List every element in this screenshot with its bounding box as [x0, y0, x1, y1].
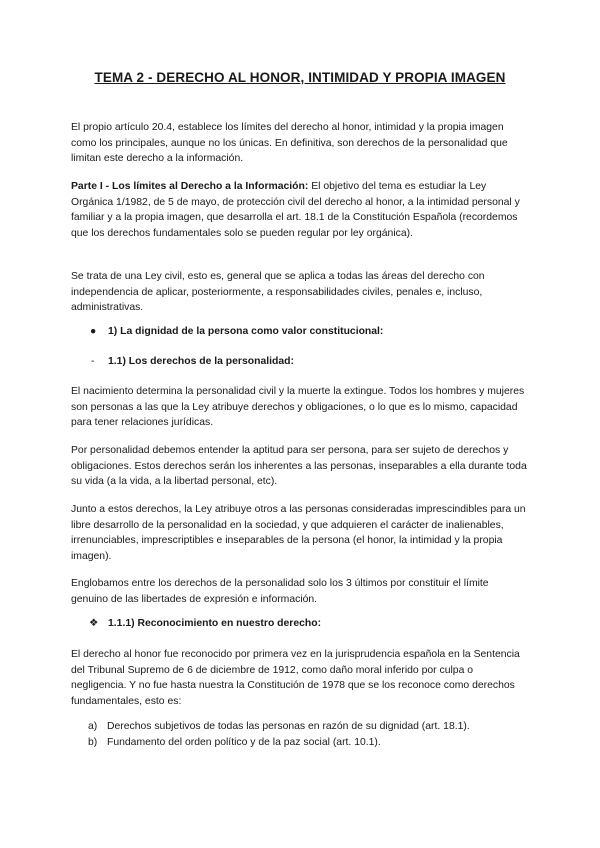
- bullet-dot: ●: [90, 326, 97, 337]
- list-item-text: Fundamento del orden político y de la paz social (art. 10.1).: [107, 737, 381, 748]
- paragraph-englobamos: Englobamos entre los derechos de la personalidad solo los 3 últimos por constituir el límite genuino de las libertades de expresión e información.: [71, 578, 489, 605]
- list-item-label: b): [88, 737, 98, 748]
- list-item-label: a): [88, 721, 98, 732]
- paragraph-parte-i: [71, 179, 527, 242]
- paragraph-junto-derechos: Junto a estos derechos, la Ley atribuye otros a las personas consideradas imprescindibles para un libre desarrollo de la personalidad en la sociedad, y que adquieren el carácter de inalienables, irrenunciables, imprescriptibles e inseparables de la persona (el honor, la intimidad y la propia imagen).: [71, 504, 526, 563]
- list-item-text: Derechos subjetivos de todas las personas en razón de su dignidad (art. 18.1).: [107, 721, 470, 732]
- paragraph-ley-civil: Se trata de una Ley civil, esto es, general que se aplica a todas las áreas del derecho con independencia de aplicar, posteriormente, a responsabilidades civiles, penales e, incluso, administrativas.: [71, 271, 485, 314]
- bullet-diamond-icon: ❖: [89, 618, 99, 629]
- section-heading-1-1: 1.1) Los derechos de la personalidad:: [108, 356, 294, 367]
- paragraph-personalidad: Por personalidad debemos entender la aptitud para ser persona, para ser sujeto de derechos y obligaciones. Estos derechos serán los inherentes a las personas, inseparables a ella durante toda su vida (a la vida, a la libertad personal, etc).: [71, 445, 527, 488]
- parte-i-heading: Parte I - Los límites al Derecho a la Información:: [71, 181, 309, 192]
- paragraph-nacimiento: El nacimiento determina la personalidad civil y la muerte la extingue. Todos los hombres y mujeres son personas a las que la Ley atribuye derechos y obligaciones, o lo que es lo mismo, capacidad para tener relaciones jurídicas.: [71, 386, 525, 429]
- section-heading-1-1-1: 1.1.1) Reconocimiento en nuestro derecho:: [108, 618, 322, 629]
- list-item: [88, 735, 381, 751]
- parte-i-text: El objetivo del tema es estudiar la Ley Orgánica 1/1982, de 5 de mayo, de protección civil del derecho al honor, a la intimidad personal y familiar y a la propia imagen, que desarrolla el art. 18.1 de la Constitución Española (recordemos que los derechos fundamentales solo se pueden regular por ley orgánica).: [71, 181, 520, 240]
- bullet-dash: -: [91, 356, 95, 367]
- page-title: TEMA 2 - DERECHO AL HONOR, INTIMIDAD Y PROPIA IMAGEN: [94, 70, 506, 85]
- list-item: [88, 719, 470, 735]
- paragraph-reconocimiento: El derecho al honor fue reconocido por primera vez en la jurisprudencia española en la Sentencia del Tribunal Supremo de 6 de diciembre de 1912, como daño moral inferido por culpa o negligencia. Y no fue hasta nuestra la Constitución de 1978 que se los reconoce como derechos fundamentales, esto es:: [71, 649, 520, 708]
- paragraph-intro: El propio artículo 20.4, establece los límites del derecho al honor, intimidad y la propia imagen como los principales, aunque no los únicas. En definitiva, son derechos de la personalidad que limitan este derecho a la información.: [71, 122, 508, 165]
- section-heading-1: 1) La dignidad de la persona como valor constitucional:: [108, 326, 384, 337]
